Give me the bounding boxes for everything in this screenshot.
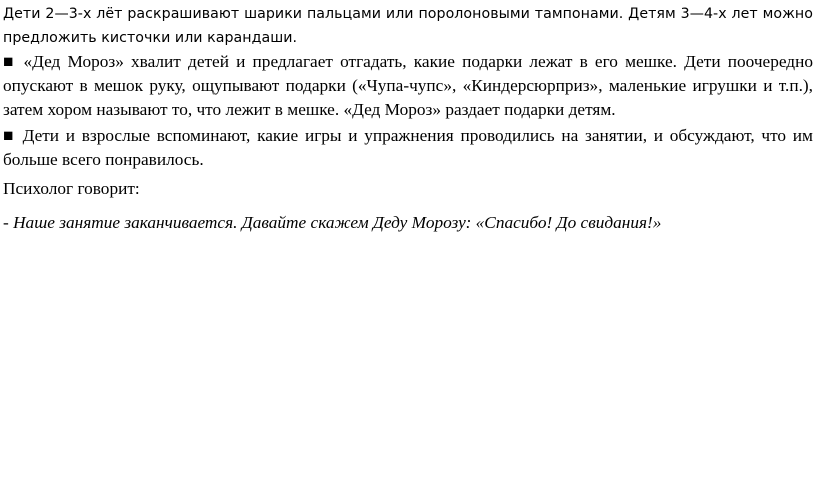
paragraph-psychologist-says: Психолог говорит:: [3, 179, 140, 198]
paragraph-text: Дети и взрослые вспоминают, какие игры и упражнения проводились на занятии, и обсуждают, что им больше всего понравилось.: [3, 126, 813, 169]
bullet-square-icon: ■: [3, 126, 16, 145]
bullet-square-icon: ■: [3, 52, 17, 71]
paragraph-text: «Дед Мороз» хвалит детей и предлагает отгадать, какие подарки лежат в его мешке. Дети поочередно опускают в мешок руку, ощупывают подарки («Чупа-чупс», «Киндерсюрприз», маленькие игрушки и т.п.), затем хором называют то, что лежит в мешке. «Дед Мороз» раздает подарки детям.: [3, 52, 813, 119]
paragraph-closing-quote: [3, 211, 813, 235]
dash-marker: -: [3, 213, 14, 232]
paragraph-ded-moroz-gifts: [3, 50, 813, 122]
closing-quote-text: Наше занятие заканчивается. Давайте скажем Деду Морозу: «Спасибо! До свидания!»: [13, 213, 662, 232]
paragraph-coloring-instructions: Дети 2—3-х лёт раскрашивают шарики пальцами или поролоновыми тампонами. Детям 3—4-х лет можно предложить кисточки или карандаши.: [3, 6, 813, 46]
paragraph-discussion: [3, 124, 813, 172]
